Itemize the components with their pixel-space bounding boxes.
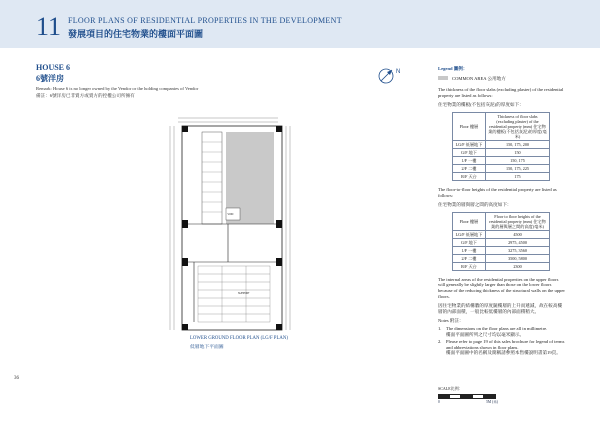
table-cell: 150, 175, 225	[486, 164, 550, 172]
notes-title: Notes 附註：	[438, 318, 464, 324]
legend-common-area: COMMON AREA 公用地方	[452, 75, 506, 81]
slab-col1: Floor 樓層	[453, 112, 486, 140]
table-cell: G/F 地下	[453, 238, 486, 246]
internal-area-cn: 因住宅物業的結構牆的厚度隨樓層的上升而遞減，故在較高樓層的內部面積，一般比較低樓層的內部面積稍大。	[438, 303, 563, 314]
page-number: 36	[14, 376, 19, 381]
remark-cn: 備註：6號洋房已非賣方或賣方的控權公司所擁有	[36, 93, 135, 98]
table-cell: 2300	[486, 262, 550, 270]
section-title-cn: 發展項目的住宅物業的樓面平面圖	[68, 29, 204, 39]
void-label: VOID	[227, 213, 234, 216]
remark-en: Remark: House 6 is no longer owned by the Vendor or the holding companies of Vendor	[36, 86, 199, 91]
note-item	[438, 326, 566, 337]
support-label: SUPPORT	[238, 292, 250, 295]
note-text-en: The dimensions on the floor plans are all in millimetre.	[446, 325, 548, 331]
note-text-en: Please refer to page 19 of this sales brochure for legend of terms and abbreviations shown in floor plans.	[446, 339, 565, 350]
table-cell: LG/F 低層地下	[453, 230, 486, 238]
slab-intro-cn: 住宅物業的樓板(不包括灰泥)的厚度如下：	[438, 102, 524, 108]
table-cell: 150, 175, 200	[486, 140, 550, 148]
legend-title: Legend 圖例：	[438, 66, 468, 71]
table-cell: 3500, 5800	[486, 254, 550, 262]
scale-bar	[438, 386, 498, 405]
legend-row	[438, 76, 566, 82]
table-cell: 2975, 4500	[486, 238, 550, 246]
info-column	[438, 66, 566, 358]
floor-plan	[168, 112, 298, 334]
table-cell: R/F 天台	[453, 262, 486, 270]
section-number: 11	[36, 12, 62, 41]
internal-area-en: The internal areas of the residential properties on the upper floors will generally be slightly larger than those on the lower floors because of the reducing thickness of the structural walls on the upper floors.	[438, 276, 565, 299]
heights-col2: Floor to floor heights of the residential property (mm) 住宅物業的層與層之間的高度(毫米)	[486, 212, 550, 230]
table-cell: LG/F 低層地下	[453, 140, 486, 148]
lower-stair	[198, 266, 270, 322]
table-cell: G/F 地下	[453, 148, 486, 156]
house-title-cn: 6號洋房	[36, 74, 64, 83]
house-title-en: HOUSE 6	[36, 63, 71, 72]
stairwell	[202, 132, 222, 224]
heights-col1: Floor 樓層	[453, 212, 486, 230]
table-cell: 150, 175	[486, 156, 550, 164]
note-item	[438, 339, 566, 356]
section-title-en: FLOOR PLANS OF RESIDENTIAL PROPERTIES IN THE DEVELOPMENT	[68, 16, 342, 25]
slab-intro-en: The thickness of the floor slabs (excluding plaster) of the residential property are listed as follows:	[438, 87, 564, 98]
table-cell: 3275, 3560	[486, 246, 550, 254]
slab-col2: Thickness of floor slabs (excluding plaster) of the residential property (mm) 住宅物業的樓板(不包括灰泥)的厚度(毫米)	[486, 112, 550, 140]
scale-start: 0	[438, 400, 440, 404]
table-cell: 1/F 一樓	[453, 246, 486, 254]
table-cell: 150	[486, 148, 550, 156]
plan-caption-cn: 低層地下平面圖	[190, 345, 224, 350]
north-label: N	[396, 69, 401, 75]
slab-table	[452, 112, 550, 181]
scale-end: 5M (米)	[486, 400, 498, 404]
scale-label: SCALE比例：	[438, 386, 463, 391]
north-arrow-icon	[376, 64, 404, 86]
note-text-cn: 樓面平面圖所列之尺寸均以毫米顯示。	[446, 331, 525, 337]
table-cell: 1/F 一樓	[453, 156, 486, 164]
scale-graphic	[438, 394, 496, 399]
heights-intro-en: The floor-to-floor heights of the residential property are listed as follows:	[438, 186, 557, 198]
table-cell: 4500	[486, 230, 550, 238]
table-cell: 2/F 二樓	[453, 254, 486, 262]
note-text-cn: 樓面平面圖中的名稱及簡稱請參照本售樓說明書第19頁。	[446, 350, 561, 356]
common-area-swatch	[438, 76, 448, 80]
table-cell: 2/F 二樓	[453, 164, 486, 172]
note-number: 1.	[438, 325, 442, 331]
table-cell: 175	[486, 172, 550, 180]
table-cell: R/F 天台	[453, 172, 486, 180]
note-number: 2.	[438, 339, 442, 345]
page-header	[0, 0, 600, 48]
plan-caption-en: LOWER GROUND FLOOR PLAN (LG/F PLAN)	[190, 336, 288, 341]
heights-intro-cn: 住宅物業的層與層之間的高度如下：	[438, 202, 512, 208]
heights-table	[452, 212, 550, 271]
